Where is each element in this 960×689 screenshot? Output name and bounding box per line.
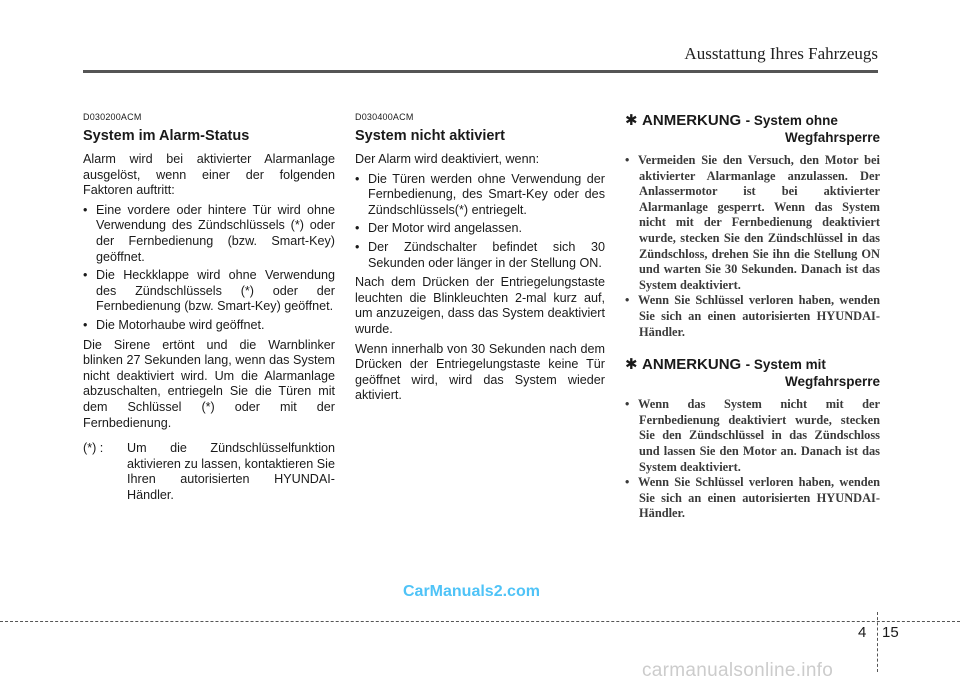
body-paragraph: Wenn innerhalb von 30 Sekunden nach dem Drücken der Entriegelungstaste keine Tür geöffnet wird, wird das System wieder aktiviert. [355, 341, 605, 403]
note-label: ANMERKUNG [642, 356, 742, 374]
bullet-list [83, 203, 335, 334]
list-item-text: Eine vordere oder hintere Tür wird ohne Verwendung des Zündschlüssels (*) oder der Fernbedienung (bzw. Smart-Key) geöffnet. [96, 202, 335, 264]
list-item [355, 221, 605, 237]
list-item [355, 172, 605, 219]
bullet-mark: • [83, 268, 88, 283]
note-item [625, 475, 880, 522]
asterisk-icon: ✱ [625, 356, 638, 374]
intro-text: Alarm wird bei aktivierter Alarmanlage ausgelöst, wenn einer der folgenden Faktoren auftritt: [83, 152, 335, 198]
section-title: System im Alarm-Status [83, 128, 250, 144]
note-item-text: Vermeiden Sie den Versuch, den Motor bei aktivierter Alarmanlage anzulassen. Der Anlassermotor ist bei aktivierter Alarmanlage gesperrt. Wenn das System nicht mit der Fernbedienung deaktiviert wurde, stecken Sie den Zündschlüssel in das Zündschloss, drehen Sie ihn die Stellung ON und warten Sie 30 Sekunden. Danach ist das System deaktiviert. [638, 153, 880, 292]
note-heading [625, 112, 880, 146]
note-item-text: Wenn das System nicht mit der Fernbedienung deaktiviert wurde, stecken Sie den Zündschlüssel in das Zündschloss und lassen Sie den Motor an. Danach ist das System deaktiviert. [638, 397, 880, 474]
note-subtitle-cont: Wegfahrsperre [784, 374, 880, 390]
header-rule [83, 70, 878, 73]
bullet-mark: • [83, 317, 88, 332]
intro-text: Der Alarm wird deaktiviert, wenn: [355, 152, 540, 166]
note-item [625, 153, 880, 293]
site-footer-link[interactable]: carmanualsonline.info [642, 660, 834, 681]
section-title: System nicht aktiviert [355, 128, 505, 144]
note-list [625, 153, 880, 340]
right-column [625, 112, 880, 538]
asterisk-icon: ✱ [625, 112, 638, 129]
note-block [625, 356, 880, 522]
body-paragraph: Nach dem Drücken der Entriegelungstaste leuchten die Blinkleuchten 2-mal kurz auf, um anzuzeigen, dass das System deaktiviert wurde. [355, 275, 605, 336]
list-item-text: Die Heckklappe wird ohne Verwendung des Zündschlüssels (*) oder der Fernbedienung (bzw. Smart-Key) geöffnet. [96, 268, 335, 314]
header-title: Ausstattung Ihres Fahrzeugs [684, 44, 878, 63]
list-item [83, 203, 335, 265]
list-item-text: Der Motor wird angelassen. [368, 221, 522, 236]
list-item-text: Der Zündschalter befindet sich 30 Sekunden oder länger in der Stellung ON. [368, 239, 605, 270]
bullet-mark: • [355, 171, 360, 186]
watermark-link[interactable]: CarManuals2.com [403, 583, 540, 600]
list-item [355, 240, 605, 271]
note-block [625, 112, 880, 340]
section-code: D030200ACM [83, 112, 142, 122]
list-item [83, 318, 335, 334]
footnote [83, 441, 335, 503]
footnote-marker: (*) : [83, 441, 104, 456]
bullet-mark: • [625, 475, 630, 490]
note-subtitle: - System mit [745, 357, 826, 373]
note-subtitle-cont: Wegfahrsperre [784, 130, 880, 145]
note-label: ANMERKUNG [642, 112, 742, 129]
left-column [83, 112, 335, 503]
note-list [625, 397, 880, 522]
note-item-text: Wenn Sie Schlüssel verloren haben, wenden Sie sich an einen autorisierten HYUNDAI-Händler. [638, 293, 880, 339]
section-code: D030400ACM [355, 112, 414, 122]
body-paragraph: Die Sirene ertönt und die Warnblinker blinken 27 Sekunden lang, wenn das System nicht deaktiviert wird. Um die Alarmanlage abzuschalten, entriegeln Sie die Türen mit dem Schlüssel (*) oder mit der Fernbedienung. [83, 337, 335, 430]
bullet-mark: • [625, 153, 630, 167]
bullet-mark: • [355, 221, 360, 236]
bullet-mark: • [625, 293, 630, 308]
list-item-text: Die Türen werden ohne Verwendung der Fernbedienung, des Smart-Key oder des Zündschlüssels(*) entriegelt. [368, 171, 605, 217]
footer-rule [0, 621, 960, 622]
note-item [625, 397, 880, 475]
page-number: 15 [882, 624, 899, 641]
note-item-text: Wenn Sie Schlüssel verloren haben, wenden Sie sich an einen autorisierten HYUNDAI-Händler. [638, 475, 880, 521]
middle-column [355, 112, 605, 408]
bullet-mark: • [355, 239, 360, 254]
list-item [83, 268, 335, 315]
bullet-mark: • [625, 397, 630, 412]
note-item [625, 293, 880, 340]
note-subtitle: - System ohne [745, 113, 838, 128]
page-divider [877, 612, 878, 672]
bullet-mark: • [83, 202, 88, 217]
list-item-text: Die Motorhaube wird geöffnet. [96, 317, 265, 332]
note-heading [625, 356, 880, 390]
footnote-text: Um die Zündschlüsselfunktion aktivieren zu lassen, kontaktieren Sie Ihren autorisierten HYUNDAI-Händler. [127, 441, 335, 502]
bullet-list [355, 172, 605, 272]
chapter-number: 4 [858, 624, 867, 641]
